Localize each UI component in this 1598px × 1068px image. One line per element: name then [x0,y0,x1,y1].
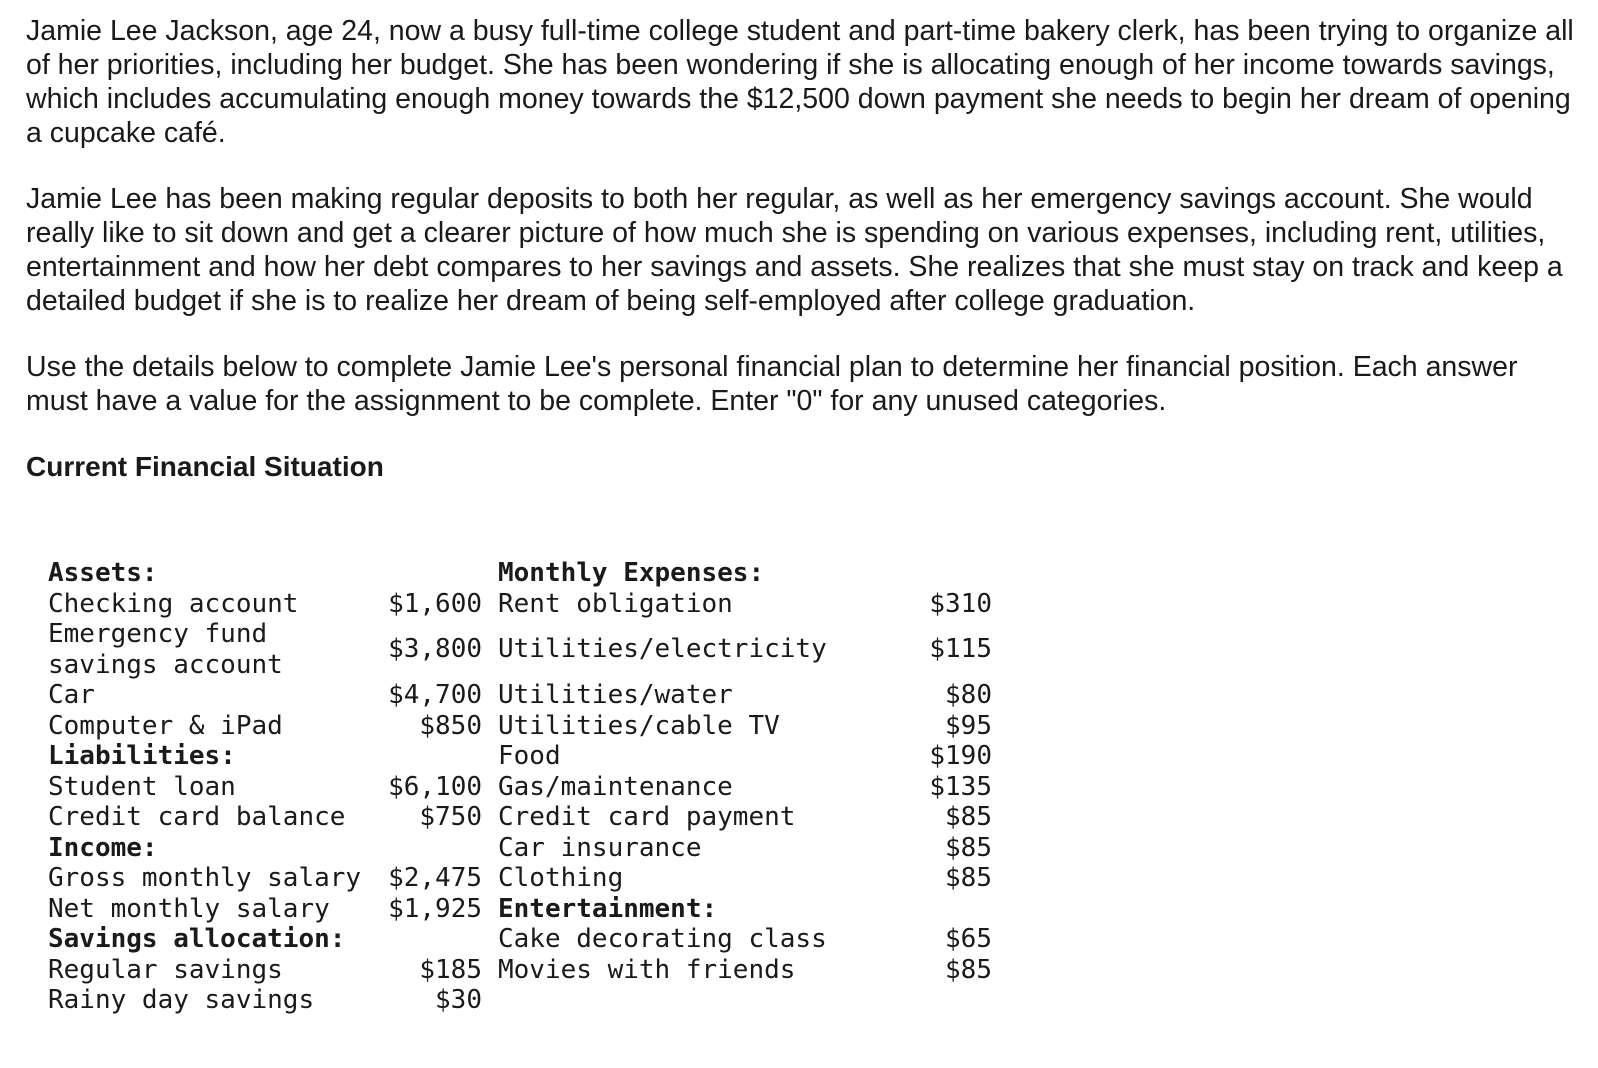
entertainment-heading: Entertainment: [498,893,718,924]
row-expense: Car insurance [498,832,702,863]
table-row [48,680,992,711]
document-page [26,14,1576,484]
table-row [48,711,992,742]
row-value: $2,475 [388,863,482,893]
savings-allocation-heading: Savings allocation: [48,924,346,954]
table-row [48,589,992,620]
table-row [48,894,992,925]
row-expense: Food [498,741,561,771]
row-amount: $95 [945,710,992,741]
row-label: Computer & iPad [48,710,283,741]
row-value: $1,925 [388,893,482,924]
table-row [48,772,992,803]
table-row [48,802,992,833]
row-expense: Credit card payment [498,802,796,832]
row-label: Regular savings [48,954,283,985]
row-value: $3,800 [388,634,482,665]
row-expense: Utilities/electricity [498,634,827,665]
row-label: Credit card balance [48,802,346,832]
row-expense: Rent obligation [498,588,733,619]
row-value: $850 [419,710,482,741]
row-value: $750 [419,802,482,832]
row-label: Net monthly salary [48,893,330,924]
intro-paragraph-1: Jamie Lee Jackson, age 24, now a busy full-time college student and part-time bakery clerk, has been trying to organize all of her priorities, including her budget. She has been wondering if she is allocating enough of her income towards savings, which includes accumulating enough money towards the $12,500 down payment she needs to begin her dream of opening a cupcake café. [26,15,1574,149]
row-label: Rainy day savings [48,985,315,1015]
table-row [48,924,992,955]
table-row [48,833,992,864]
row-value: $1,600 [388,588,482,619]
row-expense: Utilities/water [498,680,733,710]
row-amount: $310 [929,588,992,619]
monthly-expenses-heading: Monthly Expenses: [498,558,765,588]
row-amount: $85 [945,802,992,832]
income-heading: Income: [48,832,158,863]
row-expense: Movies with friends [498,954,796,985]
row-expense: Utilities/cable TV [498,710,780,741]
row-expense: Clothing [498,863,624,893]
row-amount: $80 [945,680,992,710]
row-value: $4,700 [388,680,482,710]
financial-situation-table [48,558,992,1016]
row-amount: $115 [929,634,992,665]
intro-paragraph-3: Use the details below to complete Jamie Lee's personal financial plan to determine her financial position. Each answer must have a value for the assignment to be complete. Enter "0" for any unused categories. [26,351,1518,417]
row-amount: $65 [945,924,992,954]
table-row [48,741,992,772]
row-label: Gross monthly salary [48,863,362,893]
row-amount: $85 [945,832,992,863]
table-row [48,558,992,589]
row-value: $185 [419,954,482,985]
row-expense: Gas/maintenance [498,771,733,802]
assets-heading: Assets: [48,558,158,588]
row-label: Emergency fund savings account [48,619,283,680]
row-amount: $85 [945,863,992,893]
liabilities-heading: Liabilities: [48,741,236,771]
row-value: $6,100 [388,771,482,802]
row-expense: Cake decorating class [498,924,827,954]
row-label: Student loan [48,771,236,802]
row-amount: $135 [929,771,992,802]
row-amount: $85 [945,954,992,985]
section-title: Current Financial Situation [26,451,384,482]
table-row [48,619,992,680]
row-label: Car [48,680,95,710]
row-label: Checking account [48,588,299,619]
row-value: $30 [435,985,482,1015]
table-row [48,985,992,1016]
table-row [48,863,992,894]
row-amount: $190 [929,741,992,771]
intro-paragraph-2: Jamie Lee has been making regular deposits to both her regular, as well as her emergency savings account. She would really like to sit down and get a clearer picture of how much she is spending on various expenses, including rent, utilities, entertainment and how her debt compares to her savings and assets. She realizes that she must stay on track and keep a detailed budget if she is to realize her dream of being self-employed after college graduation. [26,183,1563,317]
table-row [48,955,992,986]
